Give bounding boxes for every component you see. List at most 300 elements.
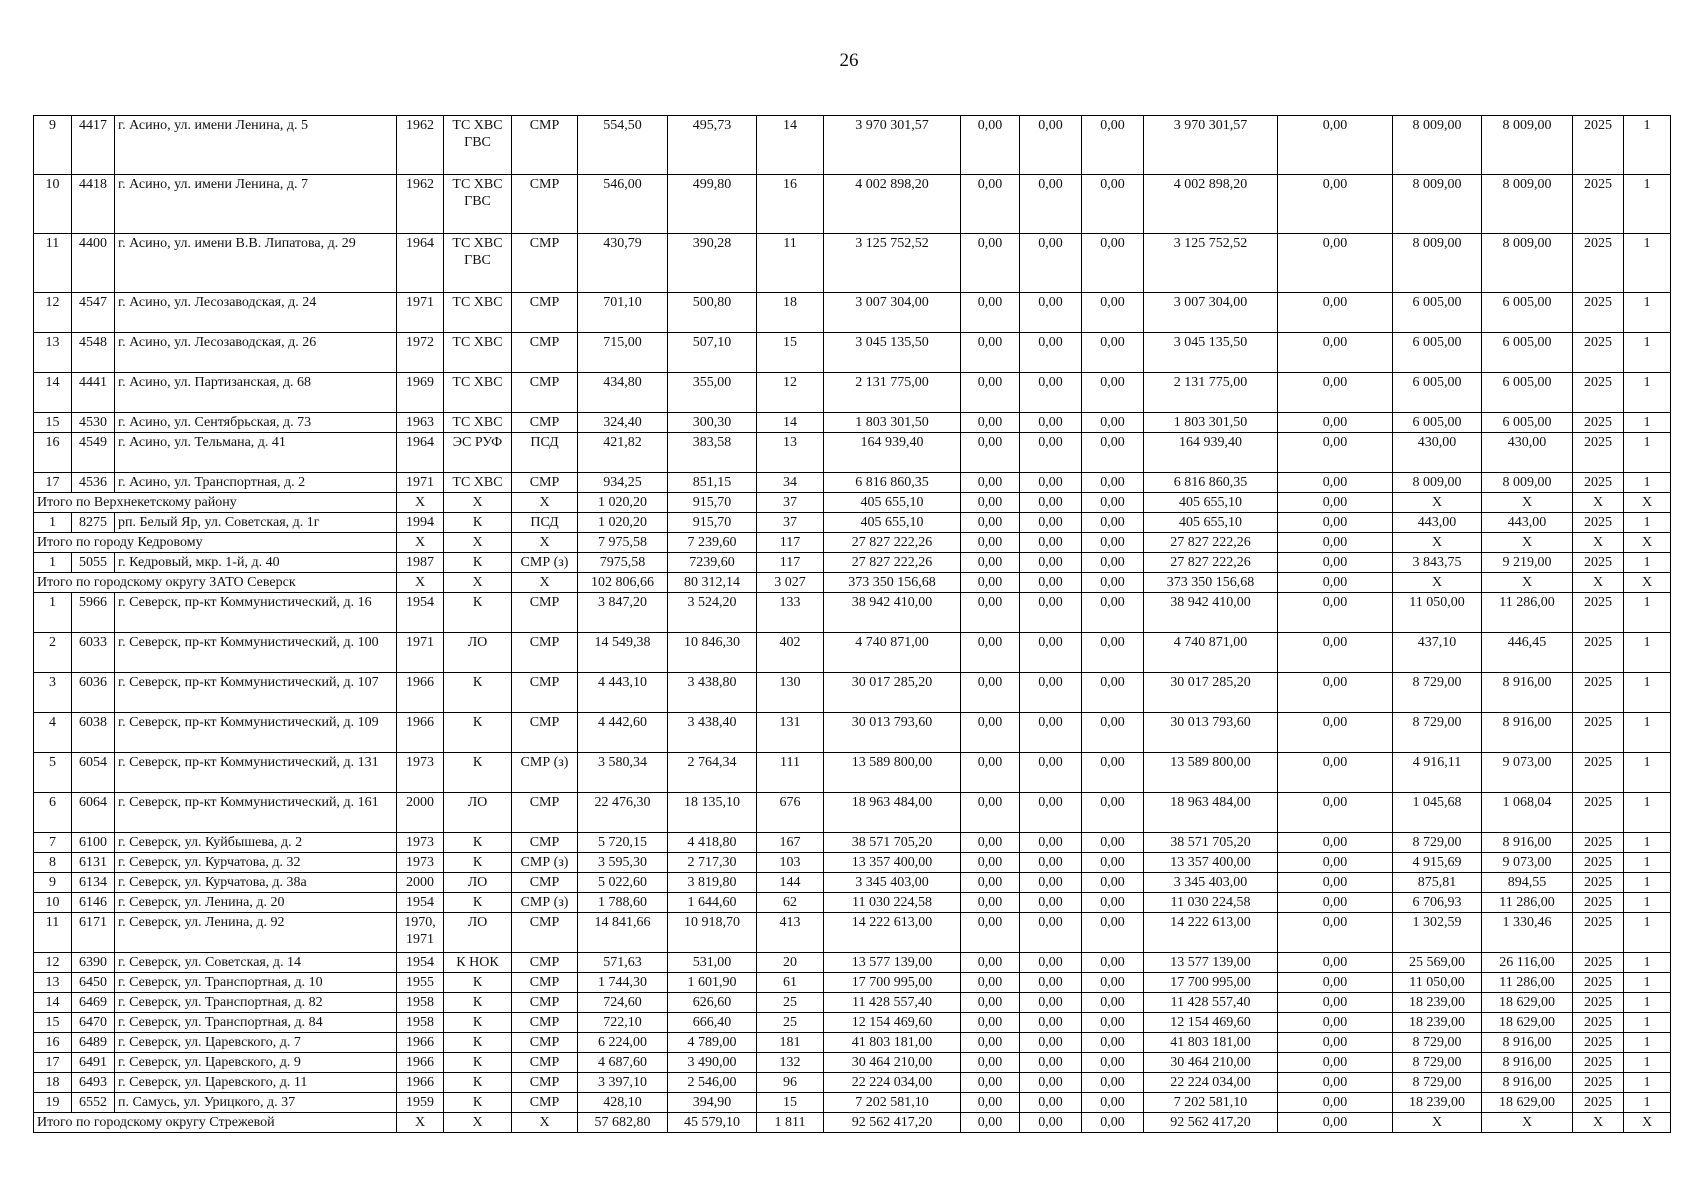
cell-other-funds: 0,00 <box>1278 833 1393 853</box>
cell-residents: 130 <box>757 673 824 713</box>
cell-plan-year: 2025 <box>1573 413 1624 433</box>
cell-living-area: 2 764,34 <box>668 753 757 793</box>
cell-house-code: 4400 <box>72 234 115 293</box>
cell-living-area: 3 490,00 <box>668 1053 757 1073</box>
cell-house-code: 4548 <box>72 333 115 373</box>
cell-row-number: 14 <box>34 993 72 1013</box>
cell-total-area: 3 580,34 <box>578 753 668 793</box>
cell-residents: 16 <box>757 175 824 234</box>
cell-owners-funds: 3 007 304,00 <box>1144 293 1278 333</box>
total-label: Итого по городскому округу ЗАТО Северск <box>34 573 397 593</box>
cell-total-cost: 30 013 793,60 <box>824 713 961 753</box>
cell-unit-cost: 8 729,00 <box>1393 1073 1482 1093</box>
cell-repair-systems: К <box>444 1013 512 1033</box>
cell-other-funds: 0,00 <box>1278 1013 1393 1033</box>
cell-max-unit-cost: X <box>1482 493 1573 513</box>
cell-build-year: 1964 <box>397 433 444 473</box>
cell-max-unit-cost: 894,55 <box>1482 873 1573 893</box>
cell-build-year: X <box>397 533 444 553</box>
cell-plan-year: 2025 <box>1573 673 1624 713</box>
cell-other-funds: 0,00 <box>1278 953 1393 973</box>
cell-total-area: 434,80 <box>578 373 668 413</box>
capital-repair-table <box>33 115 1671 1133</box>
cell-method: 1 <box>1624 993 1671 1013</box>
cell-row-number: 12 <box>34 953 72 973</box>
cell-build-year: 1958 <box>397 1013 444 1033</box>
cell-total-cost: 38 942 410,00 <box>824 593 961 633</box>
cell-work-type: СМР <box>512 873 578 893</box>
cell-other-funds: 0,00 <box>1278 473 1393 493</box>
table-row <box>34 553 1671 573</box>
cell-fund-federal: 0,00 <box>961 893 1020 913</box>
cell-address: г. Северск, ул. Транспортная, д. 84 <box>115 1013 397 1033</box>
cell-residents: 15 <box>757 1093 824 1113</box>
cell-fund-regional: 0,00 <box>1020 633 1082 673</box>
table-row <box>34 753 1671 793</box>
cell-residents: 62 <box>757 893 824 913</box>
cell-max-unit-cost: X <box>1482 1113 1573 1133</box>
cell-total-area: 6 224,00 <box>578 1033 668 1053</box>
cell-row-number: 8 <box>34 853 72 873</box>
cell-work-type: СМР <box>512 1073 578 1093</box>
cell-other-funds: 0,00 <box>1278 673 1393 713</box>
cell-fund-regional: 0,00 <box>1020 673 1082 713</box>
cell-living-area: 18 135,10 <box>668 793 757 833</box>
cell-living-area: 500,80 <box>668 293 757 333</box>
table-row <box>34 593 1671 633</box>
cell-residents: 103 <box>757 853 824 873</box>
table-row <box>34 993 1671 1013</box>
cell-fund-local: 0,00 <box>1082 913 1144 953</box>
cell-fund-regional: 0,00 <box>1020 853 1082 873</box>
cell-address: г. Северск, ул. Ленина, д. 92 <box>115 913 397 953</box>
cell-repair-systems: К <box>444 1033 512 1053</box>
cell-other-funds: 0,00 <box>1278 993 1393 1013</box>
cell-fund-federal: 0,00 <box>961 993 1020 1013</box>
cell-method: X <box>1624 533 1671 553</box>
cell-total-cost: 13 577 139,00 <box>824 953 961 973</box>
cell-other-funds: 0,00 <box>1278 893 1393 913</box>
cell-residents: 11 <box>757 234 824 293</box>
cell-residents: 25 <box>757 993 824 1013</box>
cell-plan-year: 2025 <box>1573 1053 1624 1073</box>
cell-fund-federal: 0,00 <box>961 1033 1020 1053</box>
cell-max-unit-cost: 11 286,00 <box>1482 893 1573 913</box>
cell-house-code: 5966 <box>72 593 115 633</box>
cell-fund-federal: 0,00 <box>961 853 1020 873</box>
cell-plan-year: 2025 <box>1573 473 1624 493</box>
cell-method: 1 <box>1624 513 1671 533</box>
cell-residents: 111 <box>757 753 824 793</box>
cell-living-area: 507,10 <box>668 333 757 373</box>
cell-method: 1 <box>1624 593 1671 633</box>
table-row <box>34 853 1671 873</box>
cell-row-number: 6 <box>34 793 72 833</box>
cell-build-year: 1958 <box>397 993 444 1013</box>
cell-total-cost: 18 963 484,00 <box>824 793 961 833</box>
cell-work-type: СМР <box>512 1053 578 1073</box>
cell-total-area: 22 476,30 <box>578 793 668 833</box>
cell-build-year: 1971 <box>397 473 444 493</box>
cell-total-cost: 6 816 860,35 <box>824 473 961 493</box>
cell-unit-cost: 18 239,00 <box>1393 1093 1482 1113</box>
cell-method: 1 <box>1624 913 1671 953</box>
cell-total-area: 715,00 <box>578 333 668 373</box>
cell-total-cost: 12 154 469,60 <box>824 1013 961 1033</box>
cell-work-type: СМР <box>512 913 578 953</box>
cell-house-code: 4547 <box>72 293 115 333</box>
cell-repair-systems: К <box>444 853 512 873</box>
cell-build-year: 1962 <box>397 116 444 175</box>
cell-address: г. Северск, пр-кт Коммунистический, д. 16 <box>115 593 397 633</box>
cell-unit-cost: 8 729,00 <box>1393 673 1482 713</box>
cell-build-year: 1973 <box>397 833 444 853</box>
cell-fund-federal: 0,00 <box>961 833 1020 853</box>
cell-unit-cost: 8 729,00 <box>1393 833 1482 853</box>
cell-method: 1 <box>1624 833 1671 853</box>
cell-max-unit-cost: 6 005,00 <box>1482 293 1573 333</box>
cell-house-code: 4536 <box>72 473 115 493</box>
table-row <box>34 673 1671 713</box>
cell-row-number: 19 <box>34 1093 72 1113</box>
cell-address: г. Северск, ул. Царевского, д. 9 <box>115 1053 397 1073</box>
table-row <box>34 473 1671 493</box>
cell-total-area: 7 975,58 <box>578 533 668 553</box>
cell-total-cost: 373 350 156,68 <box>824 573 961 593</box>
cell-fund-federal: 0,00 <box>961 673 1020 713</box>
cell-fund-local: 0,00 <box>1082 533 1144 553</box>
cell-other-funds: 0,00 <box>1278 793 1393 833</box>
cell-work-type: СМР <box>512 116 578 175</box>
cell-fund-local: 0,00 <box>1082 1113 1144 1133</box>
cell-fund-local: 0,00 <box>1082 1013 1144 1033</box>
cell-fund-local: 0,00 <box>1082 1073 1144 1093</box>
cell-work-type: СМР <box>512 473 578 493</box>
total-row <box>34 573 1671 593</box>
table-row <box>34 1093 1671 1113</box>
cell-address: г. Северск, ул. Транспортная, д. 82 <box>115 993 397 1013</box>
cell-house-code: 6100 <box>72 833 115 853</box>
cell-house-code: 4417 <box>72 116 115 175</box>
cell-living-area: 626,60 <box>668 993 757 1013</box>
cell-living-area: 10 846,30 <box>668 633 757 673</box>
cell-work-type: СМР <box>512 973 578 993</box>
cell-other-funds: 0,00 <box>1278 513 1393 533</box>
cell-build-year: 1972 <box>397 333 444 373</box>
cell-max-unit-cost: 9 219,00 <box>1482 553 1573 573</box>
cell-fund-federal: 0,00 <box>961 175 1020 234</box>
cell-fund-local: 0,00 <box>1082 1053 1144 1073</box>
cell-max-unit-cost: 8 916,00 <box>1482 833 1573 853</box>
cell-method: 1 <box>1624 873 1671 893</box>
cell-other-funds: 0,00 <box>1278 1053 1393 1073</box>
cell-repair-systems: ЛО <box>444 793 512 833</box>
cell-living-area: 300,30 <box>668 413 757 433</box>
cell-build-year: 1969 <box>397 373 444 413</box>
cell-address: г. Северск, ул. Куйбышева, д. 2 <box>115 833 397 853</box>
cell-other-funds: 0,00 <box>1278 1093 1393 1113</box>
table-row <box>34 953 1671 973</box>
cell-build-year: 1954 <box>397 593 444 633</box>
cell-house-code: 4549 <box>72 433 115 473</box>
cell-work-type: СМР <box>512 593 578 633</box>
cell-fund-regional: 0,00 <box>1020 116 1082 175</box>
cell-row-number: 7 <box>34 833 72 853</box>
cell-fund-regional: 0,00 <box>1020 293 1082 333</box>
cell-other-funds: 0,00 <box>1278 1073 1393 1093</box>
cell-fund-federal: 0,00 <box>961 713 1020 753</box>
cell-owners-funds: 18 963 484,00 <box>1144 793 1278 833</box>
cell-other-funds: 0,00 <box>1278 373 1393 413</box>
cell-fund-local: 0,00 <box>1082 473 1144 493</box>
cell-total-cost: 164 939,40 <box>824 433 961 473</box>
cell-fund-regional: 0,00 <box>1020 333 1082 373</box>
cell-fund-regional: 0,00 <box>1020 1013 1082 1033</box>
cell-unit-cost: 18 239,00 <box>1393 993 1482 1013</box>
table-row <box>34 234 1671 293</box>
cell-other-funds: 0,00 <box>1278 973 1393 993</box>
cell-address: г. Асино, ул. Сентябрьская, д. 73 <box>115 413 397 433</box>
cell-fund-local: 0,00 <box>1082 234 1144 293</box>
cell-total-cost: 4 002 898,20 <box>824 175 961 234</box>
cell-total-cost: 13 357 400,00 <box>824 853 961 873</box>
cell-unit-cost: 3 843,75 <box>1393 553 1482 573</box>
cell-total-cost: 7 202 581,10 <box>824 1093 961 1113</box>
cell-plan-year: X <box>1573 1113 1624 1133</box>
cell-address: п. Самусь, ул. Урицкого, д. 37 <box>115 1093 397 1113</box>
cell-unit-cost: 8 729,00 <box>1393 713 1482 753</box>
cell-residents: 402 <box>757 633 824 673</box>
cell-owners-funds: 30 464 210,00 <box>1144 1053 1278 1073</box>
cell-plan-year: X <box>1573 533 1624 553</box>
cell-total-area: 4 443,10 <box>578 673 668 713</box>
cell-fund-federal: 0,00 <box>961 1013 1020 1033</box>
cell-fund-federal: 0,00 <box>961 333 1020 373</box>
cell-unit-cost: 8 009,00 <box>1393 234 1482 293</box>
cell-row-number: 5 <box>34 753 72 793</box>
cell-work-type: X <box>512 533 578 553</box>
cell-residents: 1 811 <box>757 1113 824 1133</box>
cell-row-number: 18 <box>34 1073 72 1093</box>
cell-owners-funds: 2 131 775,00 <box>1144 373 1278 413</box>
cell-repair-systems: К <box>444 553 512 573</box>
cell-fund-local: 0,00 <box>1082 873 1144 893</box>
cell-fund-regional: 0,00 <box>1020 793 1082 833</box>
cell-repair-systems: ЛО <box>444 633 512 673</box>
cell-fund-local: 0,00 <box>1082 953 1144 973</box>
cell-plan-year: X <box>1573 493 1624 513</box>
cell-fund-regional: 0,00 <box>1020 1073 1082 1093</box>
cell-plan-year: 2025 <box>1573 633 1624 673</box>
cell-living-area: 3 438,80 <box>668 673 757 713</box>
cell-residents: 167 <box>757 833 824 853</box>
cell-total-cost: 3 045 135,50 <box>824 333 961 373</box>
cell-owners-funds: 30 013 793,60 <box>1144 713 1278 753</box>
cell-residents: 25 <box>757 1013 824 1033</box>
cell-total-cost: 405 655,10 <box>824 493 961 513</box>
cell-house-code: 6552 <box>72 1093 115 1113</box>
total-label: Итого по Верхнекетскому району <box>34 493 397 513</box>
cell-living-area: 7 239,60 <box>668 533 757 553</box>
cell-repair-systems: ТС ХВС <box>444 473 512 493</box>
cell-repair-systems: ТС ХВС <box>444 413 512 433</box>
table-row <box>34 293 1671 333</box>
cell-repair-systems: ТС ХВС ГВС <box>444 175 512 234</box>
cell-method: 1 <box>1624 553 1671 573</box>
cell-row-number: 4 <box>34 713 72 753</box>
cell-row-number: 16 <box>34 1033 72 1053</box>
cell-residents: 676 <box>757 793 824 833</box>
cell-method: 1 <box>1624 893 1671 913</box>
cell-living-area: 915,70 <box>668 493 757 513</box>
cell-house-code: 6469 <box>72 993 115 1013</box>
cell-plan-year: X <box>1573 573 1624 593</box>
cell-max-unit-cost: 18 629,00 <box>1482 1093 1573 1113</box>
cell-address: г. Асино, ул. имени Ленина, д. 5 <box>115 116 397 175</box>
page-number: 26 <box>839 50 859 71</box>
cell-fund-federal: 0,00 <box>961 1113 1020 1133</box>
table-row <box>34 513 1671 533</box>
cell-build-year: 1973 <box>397 853 444 873</box>
cell-address: г. Асино, ул. Лесозаводская, д. 26 <box>115 333 397 373</box>
cell-build-year: 2000 <box>397 793 444 833</box>
cell-house-code: 6171 <box>72 913 115 953</box>
cell-unit-cost: 11 050,00 <box>1393 973 1482 993</box>
cell-fund-federal: 0,00 <box>961 373 1020 413</box>
cell-unit-cost: 443,00 <box>1393 513 1482 533</box>
cell-max-unit-cost: 9 073,00 <box>1482 753 1573 793</box>
cell-address: г. Северск, пр-кт Коммунистический, д. 107 <box>115 673 397 713</box>
cell-build-year: 1987 <box>397 553 444 573</box>
cell-address: г. Северск, ул. Царевского, д. 7 <box>115 1033 397 1053</box>
cell-living-area: 394,90 <box>668 1093 757 1113</box>
cell-fund-federal: 0,00 <box>961 473 1020 493</box>
cell-total-cost: 2 131 775,00 <box>824 373 961 413</box>
cell-repair-systems: К <box>444 593 512 633</box>
cell-fund-regional: 0,00 <box>1020 713 1082 753</box>
cell-method: 1 <box>1624 413 1671 433</box>
cell-fund-regional: 0,00 <box>1020 1033 1082 1053</box>
cell-address: г. Асино, ул. Партизанская, д. 68 <box>115 373 397 413</box>
table-row <box>34 413 1671 433</box>
cell-build-year: X <box>397 1113 444 1133</box>
cell-total-cost: 11 030 224,58 <box>824 893 961 913</box>
cell-residents: 117 <box>757 553 824 573</box>
cell-repair-systems: К <box>444 993 512 1013</box>
cell-total-area: 3 847,20 <box>578 593 668 633</box>
cell-total-area: 1 788,60 <box>578 893 668 913</box>
cell-build-year: 1966 <box>397 1033 444 1053</box>
cell-owners-funds: 27 827 222,26 <box>1144 533 1278 553</box>
cell-fund-regional: 0,00 <box>1020 953 1082 973</box>
cell-living-area: 4 418,80 <box>668 833 757 853</box>
cell-work-type: СМР <box>512 1093 578 1113</box>
cell-build-year: 1971 <box>397 293 444 333</box>
cell-work-type: СМР <box>512 953 578 973</box>
cell-fund-regional: 0,00 <box>1020 553 1082 573</box>
cell-unit-cost: X <box>1393 533 1482 553</box>
cell-fund-federal: 0,00 <box>961 873 1020 893</box>
cell-row-number: 17 <box>34 473 72 493</box>
table-row <box>34 833 1671 853</box>
cell-fund-regional: 0,00 <box>1020 413 1082 433</box>
cell-other-funds: 0,00 <box>1278 853 1393 873</box>
cell-build-year: 1994 <box>397 513 444 533</box>
total-row <box>34 533 1671 553</box>
cell-other-funds: 0,00 <box>1278 1033 1393 1053</box>
cell-living-area: 80 312,14 <box>668 573 757 593</box>
cell-fund-regional: 0,00 <box>1020 513 1082 533</box>
cell-work-type: СМР (з) <box>512 553 578 573</box>
cell-living-area: 495,73 <box>668 116 757 175</box>
cell-other-funds: 0,00 <box>1278 293 1393 333</box>
cell-row-number: 1 <box>34 513 72 533</box>
cell-total-area: 14 841,66 <box>578 913 668 953</box>
cell-other-funds: 0,00 <box>1278 873 1393 893</box>
cell-address: г. Северск, пр-кт Коммунистический, д. 161 <box>115 793 397 833</box>
cell-fund-federal: 0,00 <box>961 513 1020 533</box>
cell-house-code: 4441 <box>72 373 115 413</box>
cell-total-cost: 30 464 210,00 <box>824 1053 961 1073</box>
cell-house-code: 6489 <box>72 1033 115 1053</box>
cell-repair-systems: К <box>444 1093 512 1113</box>
cell-fund-federal: 0,00 <box>961 1073 1020 1093</box>
cell-unit-cost: 875,81 <box>1393 873 1482 893</box>
cell-plan-year: 2025 <box>1573 793 1624 833</box>
cell-fund-federal: 0,00 <box>961 234 1020 293</box>
cell-address: г. Асино, ул. Транспортная, д. 2 <box>115 473 397 493</box>
cell-build-year: 1954 <box>397 953 444 973</box>
cell-fund-local: 0,00 <box>1082 853 1144 873</box>
cell-fund-federal: 0,00 <box>961 1093 1020 1113</box>
cell-total-cost: 3 007 304,00 <box>824 293 961 333</box>
cell-residents: 18 <box>757 293 824 333</box>
cell-max-unit-cost: 8 009,00 <box>1482 234 1573 293</box>
cell-total-area: 324,40 <box>578 413 668 433</box>
cell-work-type: СМР <box>512 413 578 433</box>
cell-address: г. Северск, ул. Ленина, д. 20 <box>115 893 397 913</box>
cell-living-area: 1 644,60 <box>668 893 757 913</box>
cell-owners-funds: 1 803 301,50 <box>1144 413 1278 433</box>
table-row <box>34 1073 1671 1093</box>
cell-row-number: 15 <box>34 413 72 433</box>
cell-address: г. Асино, ул. Тельмана, д. 41 <box>115 433 397 473</box>
cell-residents: 181 <box>757 1033 824 1053</box>
cell-total-area: 7975,58 <box>578 553 668 573</box>
cell-max-unit-cost: 8 916,00 <box>1482 673 1573 713</box>
cell-total-cost: 405 655,10 <box>824 513 961 533</box>
cell-address: г. Северск, ул. Курчатова, д. 38а <box>115 873 397 893</box>
total-label: Итого по городу Кедровому <box>34 533 397 553</box>
cell-build-year: X <box>397 573 444 593</box>
cell-residents: 37 <box>757 513 824 533</box>
cell-fund-federal: 0,00 <box>961 433 1020 473</box>
cell-address: г. Северск, ул. Царевского, д. 11 <box>115 1073 397 1093</box>
table-row <box>34 116 1671 175</box>
cell-repair-systems: X <box>444 533 512 553</box>
table-row <box>34 1013 1671 1033</box>
cell-total-cost: 22 224 034,00 <box>824 1073 961 1093</box>
table-row <box>34 175 1671 234</box>
cell-address: г. Северск, пр-кт Коммунистический, д. 100 <box>115 633 397 673</box>
cell-address: г. Северск, ул. Курчатова, д. 32 <box>115 853 397 873</box>
cell-repair-systems: К <box>444 893 512 913</box>
cell-address: г. Северск, ул. Транспортная, д. 10 <box>115 973 397 993</box>
cell-work-type: СМР <box>512 833 578 853</box>
cell-total-cost: 4 740 871,00 <box>824 633 961 673</box>
cell-max-unit-cost: 446,45 <box>1482 633 1573 673</box>
cell-fund-local: 0,00 <box>1082 593 1144 633</box>
